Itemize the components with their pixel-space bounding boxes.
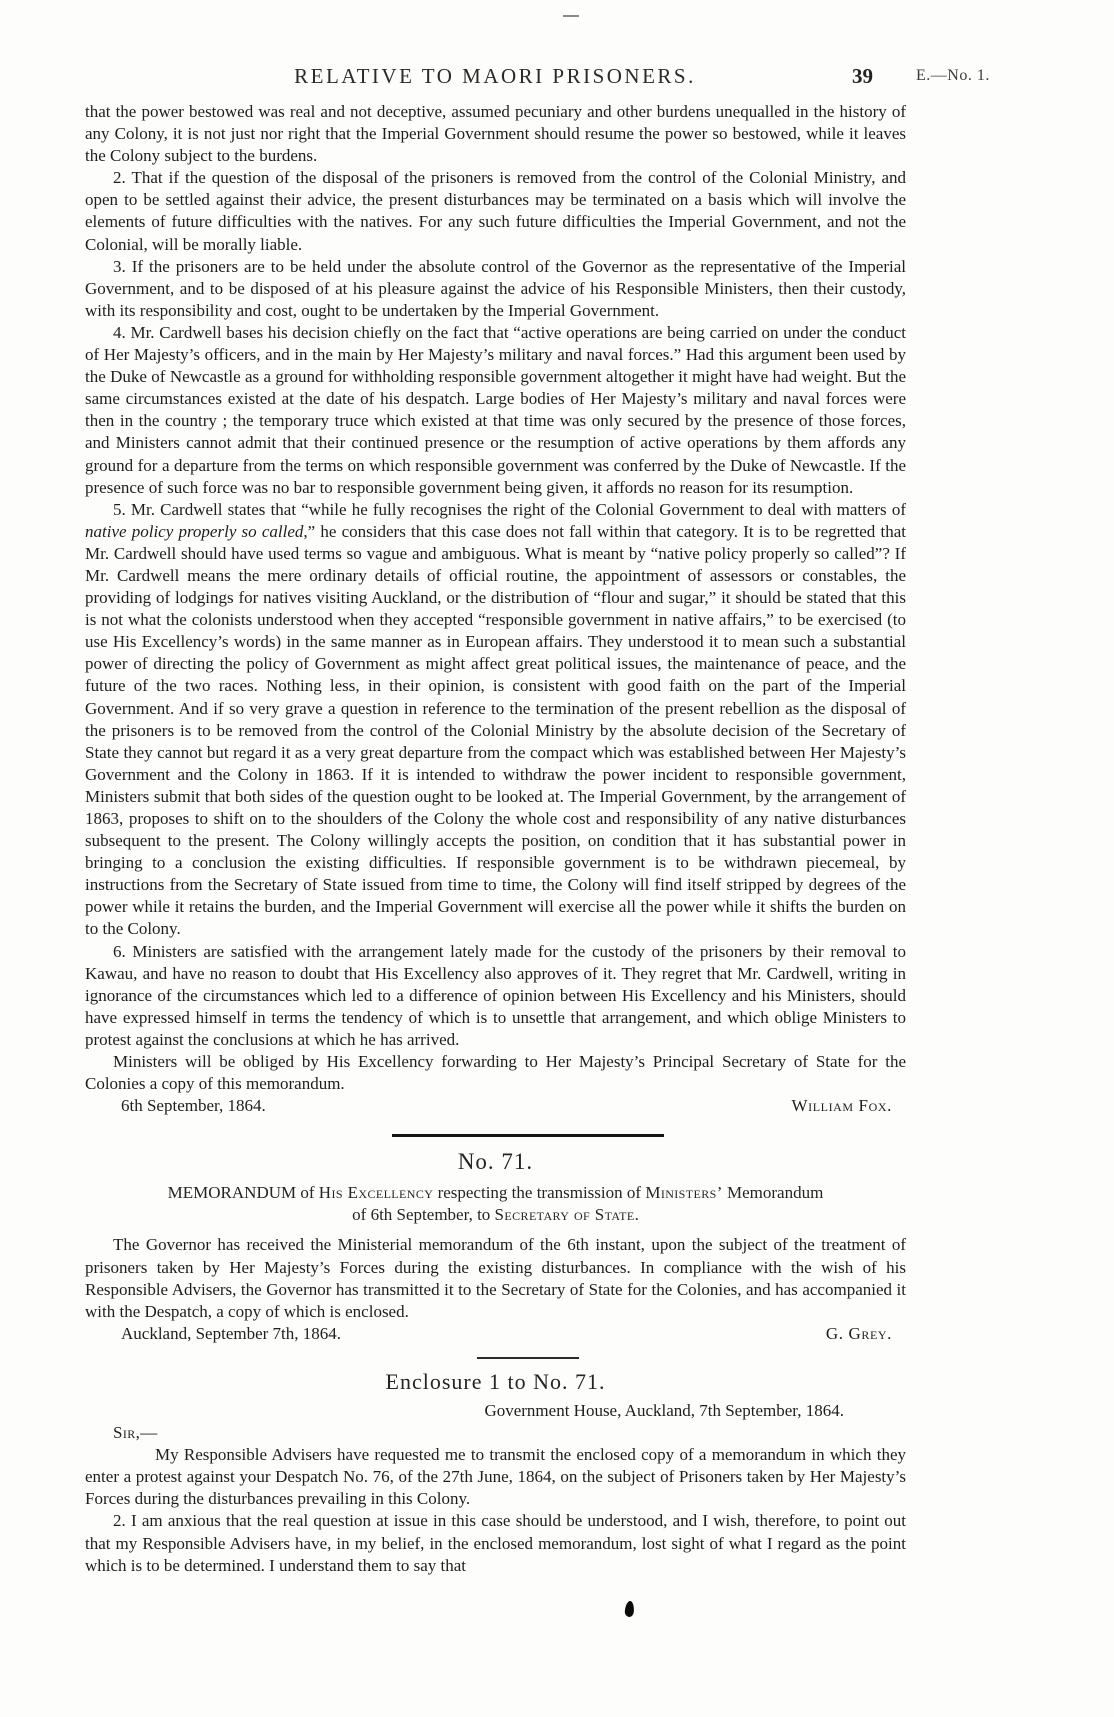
page-number: 39 bbox=[852, 64, 873, 88]
enclosure-paragraph-2: 2. I am anxious that the real question at issue in this case should be understood, and I wish, therefore, to point out that my Responsible Advisers have, in my belief, in the enclosed memorandum, lost sight of what I regard as the point which is to be determined. I understand them to say that bbox=[85, 1511, 906, 1575]
paragraph-5-text-after: ,” he considers that this case does not fall within that category. It is to be regretted that Mr. Cardwell should have used terms so vague and ambiguous. What is meant by “native policy properly so called”? If Mr. Cardwell means the mere ordinary details of official routine, the appointment of assessors or constables, the providing of lodgings for natives visiting Auckland, or the distribution of “flour and sugar,” it should be stated that this is not what the colonists understood when they accepted “responsible government in native affairs,” to be exercised (to use His Excellency’s words) in the same manner as in European affairs. They understood it to mean such a substantial power of directing the policy of Government as might affect great political issues, the maintenance of peace, and the future of the two races. Nothing less, in their opinion, is consistent with good faith on the part of the Imperial Government. And if so very grave a question in reference to the termination of the present rebellion as the disposal of the prisoners is to be removed from the control of the Colonial Ministry by the absolute decision of the Secretary of State they cannot but regard it as a very great departure from the compact which was established between Her Majesty’s Government and the Colony in 1863. If it is intended to withdraw the power incident to responsible government, Ministers submit that both sides of the question ought to be looked at. The Imperial Government, by the arrangement of 1863, proposes to shift on to the shoulders of the Colony the whole cost and responsibility of any native disturbances subsequent to the present. The Colony willingly accepts the position, on condition that it has substantial power in bringing to a conclusion the existing difficulties. If responsible government is to be withdrawn piecemeal, by instructions from the Secretary of State issued from time to time, the Colony will find itself stripped by degrees of the power while it retains the burden, and the Imperial Government will exercise all the power while it shifts the burden on to the Colony. bbox=[85, 521, 906, 939]
subheading-ministers: Ministers’ bbox=[645, 1183, 723, 1203]
memo-subheading-line1 bbox=[85, 1182, 906, 1204]
memo-subheading-line2 bbox=[85, 1204, 906, 1226]
page-header bbox=[85, 64, 905, 89]
subheading-tail: Memorandum bbox=[722, 1183, 824, 1203]
text-column bbox=[85, 101, 906, 1577]
enclosure-dateline: Government House, Auckland, 7th September, 1864. bbox=[484, 1400, 844, 1420]
subheading-secretary: Secretary of State bbox=[494, 1205, 635, 1225]
section-divider bbox=[392, 1134, 664, 1137]
memo-subheading bbox=[85, 1182, 906, 1226]
memo-paragraph-4: 4. Mr. Cardwell bases his decision chiefly on the fact that “active operations are being carried on under the conduct of Her Majesty’s officers, and in the main by Her Majesty’s military and naval forces.” Had this argument been used by the Duke of Newcastle as a ground for withholding responsible government altogether it might have had weight. But the same circumstances existed at the date of his despatch. Large bodies of Her Majesty’s military and naval forces were then in the country ; the temporary truce which existed at that time was only secured by the presence of those forces, and Ministers cannot admit that their continued presence or the resumption of active operations by them affords any ground for a departure from the terms on which responsible government was conferred by the Duke of Newcastle. If the presence of such force was no bar to responsible government being given, it affords no reason for its resumption. bbox=[85, 322, 906, 497]
memo-paragraph-5 bbox=[85, 499, 906, 941]
subheading-respecting: respecting the transmission of bbox=[433, 1183, 646, 1203]
memo-closing-paragraph: Ministers will be obliged by His Excellency forwarding to Her Majesty’s Principal Secretary of State for the Colonies a copy of this memorandum. bbox=[85, 1052, 906, 1094]
memo-paragraph-6: 6. Ministers are satisfied with the arrangement lately made for the custody of the prisoners by their removal to Kawau, and have no reason to doubt that His Excellency also approves of it. They regret that Mr. Cardwell, writing in ignorance of the circumstances which led to a difference of opinion between His Excellency and his Ministers, should have expressed himself in terms the tendency of which is to unsettle that arrangement, and which oblige Ministers to protest against the conclusions at which he has arrived. bbox=[85, 941, 906, 1049]
page-title: RELATIVE TO MAORI PRISONERS. bbox=[294, 64, 696, 88]
memo-signature-row bbox=[85, 1095, 906, 1117]
subheading-period: . bbox=[634, 1205, 639, 1225]
salutation: Sir,— bbox=[113, 1423, 158, 1443]
enclosure-divider bbox=[477, 1357, 579, 1359]
continuation-paragraph: that the power bestowed was real and not deceptive, assumed pecuniary and other burdens unequalled in the history of any Colony, it is not just nor right that the Imperial Government should resume the power so bestowed, while it leaves the Colony subject to the burdens. bbox=[85, 102, 906, 166]
subheading-of: of bbox=[296, 1183, 319, 1203]
enclosure-paragraph-1: My Responsible Advisers have requested me to transmit the enclosed copy of a memorandum in which they enter a protest against your Despatch No. 76, of the 27th June, 1864, on the subject of Prisoners taken by Her Majesty’s Forces during the disturbances prevailing in this Colony. bbox=[85, 1445, 906, 1509]
issue-reference: E.—No. 1. bbox=[916, 67, 990, 84]
governor-date: Auckland, September 7th, 1864. bbox=[121, 1323, 342, 1343]
scan-mark-artifact bbox=[563, 15, 579, 17]
subheading-excellency: His Excellency bbox=[318, 1183, 434, 1203]
memo-paragraph-2: 2. That if the question of the disposal of the prisoners is removed from the control of the Colonial Ministry, and open to be settled against their advice, the present disturbances may be terminated on a basis which will involve the elements of future difficulties with the natives. For any such future difficulties the Imperial Government, and not the Colonial, will be morally liable. bbox=[85, 168, 906, 254]
memo-signature: William Fox. bbox=[791, 1096, 892, 1116]
memo-paragraph-3: 3. If the prisoners are to be held under the absolute control of the Governor as the representative of the Imperial Government, and to be disposed of at his pleasure against the advice of his Responsible Ministers, then their custody, with its responsibility and cost, ought to be undertaken by the Imperial Government. bbox=[85, 256, 906, 320]
paragraph-5-italic-phrase: native policy properly so called bbox=[85, 521, 304, 541]
governor-signature-row bbox=[85, 1323, 906, 1345]
memo-date: 6th September, 1864. bbox=[121, 1096, 266, 1116]
section-heading-no71: No. 71. bbox=[457, 1149, 534, 1175]
enclosure-heading: Enclosure 1 to No. 71. bbox=[385, 1368, 606, 1394]
governor-signature: G. Grey. bbox=[825, 1323, 892, 1343]
paragraph-5-text: 5. Mr. Cardwell states that “while he fully recognises the right of the Colonial Government to deal with matters of bbox=[113, 499, 906, 519]
subheading-line2-text: of 6th September, to bbox=[352, 1205, 495, 1225]
subheading-memorandum: MEMORANDUM bbox=[167, 1183, 297, 1203]
governor-paragraph: The Governor has received the Ministerial memorandum of the 6th instant, upon the subject of the treatment of prisoners taken by Her Majesty’s Forces during the existing disturbances. In compliance with the wish of his Responsible Advisers, the Governor has transmitted it to the Secretary of State for the Colonies, and has accompanied it with the Despatch, a copy of which is enclosed. bbox=[85, 1235, 906, 1321]
ink-blot-artifact bbox=[624, 1601, 634, 1618]
